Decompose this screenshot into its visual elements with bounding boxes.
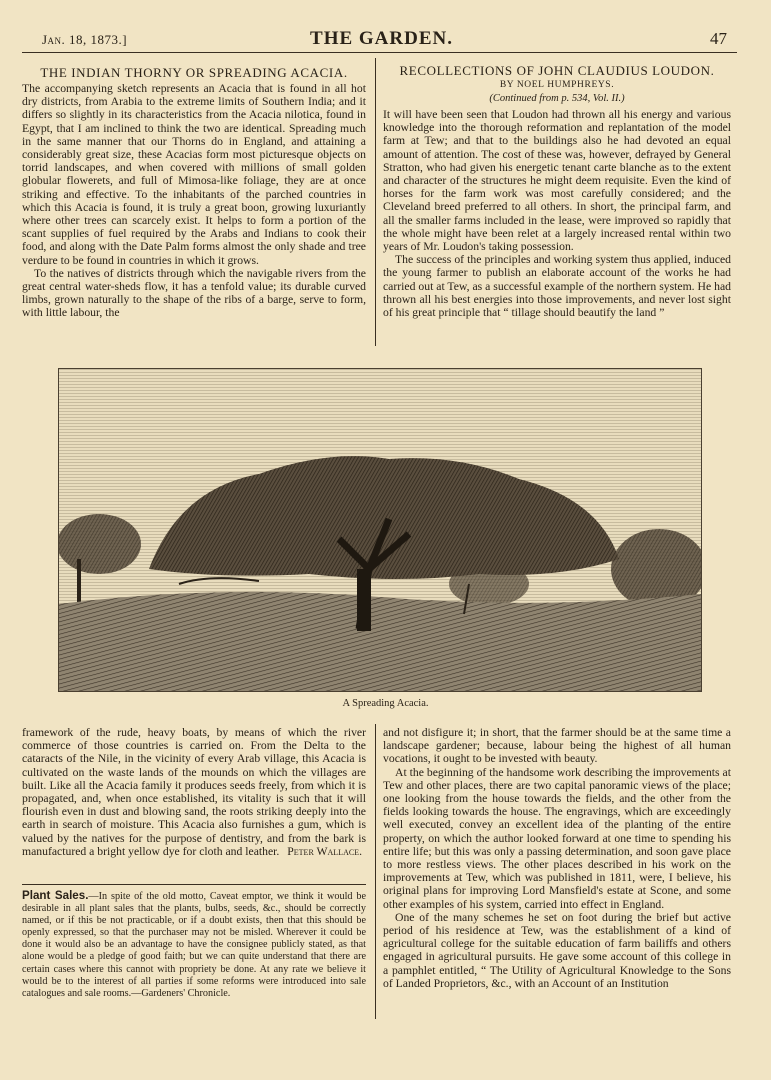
spreading-acacia-engraving — [58, 368, 702, 692]
plant-sales-text: —In spite of the old motto, Caveat emptor, we think it would be desirable in all plant sales that the plants, bulbs, seeds, &c., should be correctly named, or if this be not practicable, or if a doubt exists, then that this should be openly expressed, so that the purchaser may not be misled. Wherever it could be done it would also be an advantage to have the consignee publicly stated, as that alone would be a pledge of good faith; but we can quite understand that there are certain cases where this cannot with propriety be done. At any rate we believe it would be to the interest of all parties if some reforms were introduced into sale catalogues and sale rooms.—Gardeners' Chronicle. — [22, 891, 366, 999]
acacia-tree-illustration — [59, 369, 701, 691]
acacia-article-continuation — [22, 726, 366, 858]
continued-note: (Continued from p. 534, Vol. II.) — [489, 93, 625, 104]
section-rule — [22, 884, 366, 885]
acacia-article-body — [22, 82, 366, 320]
illustration-caption: A Spreading Acacia. — [342, 698, 429, 709]
plant-sales-note — [22, 890, 366, 1000]
loudon-article-body — [383, 108, 731, 319]
issue-date: Jan. 18, 1873.] — [42, 32, 128, 47]
author-signature: Peter Wallace. — [287, 844, 362, 858]
loudon-article-title: RECOLLECTIONS OF JOHN CLAUDIUS LOUDON. — [399, 63, 715, 78]
loudon-article-continuation — [383, 726, 731, 990]
journal-title: THE GARDEN. — [310, 28, 453, 49]
acacia-paragraph: The accompanying sketch represents an Acacia that is found in all hot dry districts, from Arabia to the extreme limits of Southern India; and it differs so slightly in its characteristics from the Acacia nilotica, found in Egypt, that I am inclined to think the two are identical. Spreading much in the same manner that our Thorns do in England, and attaining a considerably great size, these Acacias form most picturesque objects on torrid landscapes, and when covered with millions of small golden globular flowerets, and full of Mimosa-like foliage, they are at once striking and effective. To the inhabitants of the parched countries in which this Acacia is found, it is truly a great boon, growing luxuriantly where other trees can scarcely exist. It helps to form a portion of the scant supplies of fuel required by the Arabs and Indians to cook their food, and along with the Date Palm forms almost the only shade and tree verdure to be found in countries in which it grows. — [22, 82, 366, 267]
page-header — [22, 28, 741, 50]
loudon-continuation-paragraph: and not disfigure it; in short, that the farmer should be at the same time a landscape gardener; because, labour being the highest of all human vocations, it ought to be invested with beauty. — [383, 726, 731, 766]
column-divider — [375, 58, 376, 346]
loudon-byline: BY NOEL HUMPHREYS. — [499, 80, 615, 90]
acacia-continuation-text: framework of the rude, heavy boats, by means of which the river commerce of those countries is carried on. From the Delta to the cataracts of the Nile, in the vicinity of every Arab village, this Acacia is cultivated on the waste lands of the mounds on which the villages are built. Like all the Acacia family it produces seeds freely, from which it is propagated, and, when once established, its vitality is such that it will flourish even in dust and blowing sand, the roots striking deeply into the earth in search of moisture. This Acacia also furnishes a gum, which is valued by the natives for the purpose of dentistry, and from the bark is manufactured a bright yellow dye for cloth and leather. — [22, 726, 366, 858]
acacia-article-title: THE INDIAN THORNY OR SPREADING ACACIA. — [40, 65, 348, 80]
loudon-paragraph: It will have been seen that Loudon had thrown all his energy and various knowledge into the thorough reformation and replantation of the model farm at Tew; and that to the buildings also he had devoted an equal amount of attention. The cost of these was, however, defrayed by General Stratton, who had given his energetic tenant carte blanche as to the extent and character of the structures he might deem requisite. Even the kind of horses for the farm work was most carefully considered; and the Cleveland breed preferred to all others. In short, the principal farm, and all the smaller farms included in the lease, were improved so rapidly that the whole might have been relet at a largely increased rental within two years of Mr. Loudon's taking possession. — [383, 108, 731, 254]
loudon-paragraph: The success of the principles and working system thus applied, induced the young farmer to publish an elaborate account of the works he had carried out at Tew, as a successful example of the northern system. He had thrown all his best energies into those improvements, and never lost sight of his great principle that “ tillage should beautify the land ” — [383, 253, 731, 320]
column-divider — [375, 724, 376, 1019]
loudon-continuation-paragraph: At the beginning of the handsome work describing the improvements at Tew and other places, there are two capital panoramic views of the place; one looking from the house towards the fields, and the other from the fields looking towards the house. The engravings, which are exceedingly well executed, convey an excellent idea of the planting of the entire property, on which the author looked forward at one time to spending his entire life; but this was only a passing determination, and soon gave place to more restless views. The other places described in his work on the improvements at Tew, which was published in 1811, were, I believe, his original plans for improving Lord Mansfield's estate at Scone, and some other examples of his system, carried into effect in England. — [383, 765, 731, 911]
header-rule — [22, 52, 737, 53]
page-number: 47 — [710, 29, 727, 48]
plant-sales-heading: Plant Sales. — [22, 889, 89, 902]
loudon-continuation-paragraph: One of the many schemes he set on foot during the brief but active period of his residence at Tew, was the establishment of a kind of agricultural college for the suitable education of farm bailiffs and others engaged in agricultural pursuits. He gave some account of this college in a pamphlet entitled, “ The Utility of Agricultural Knowledge to the Sons of Landed Proprietors, &c., with an Account of an Institution — [383, 910, 731, 990]
acacia-paragraph: To the natives of districts through which the navigable rivers from the great central water-sheds flow, it has a tenfold value; its durable curved limbs, grown naturally to the shape of the ribs of a barge, serve to form, with little labour, the — [22, 266, 366, 320]
